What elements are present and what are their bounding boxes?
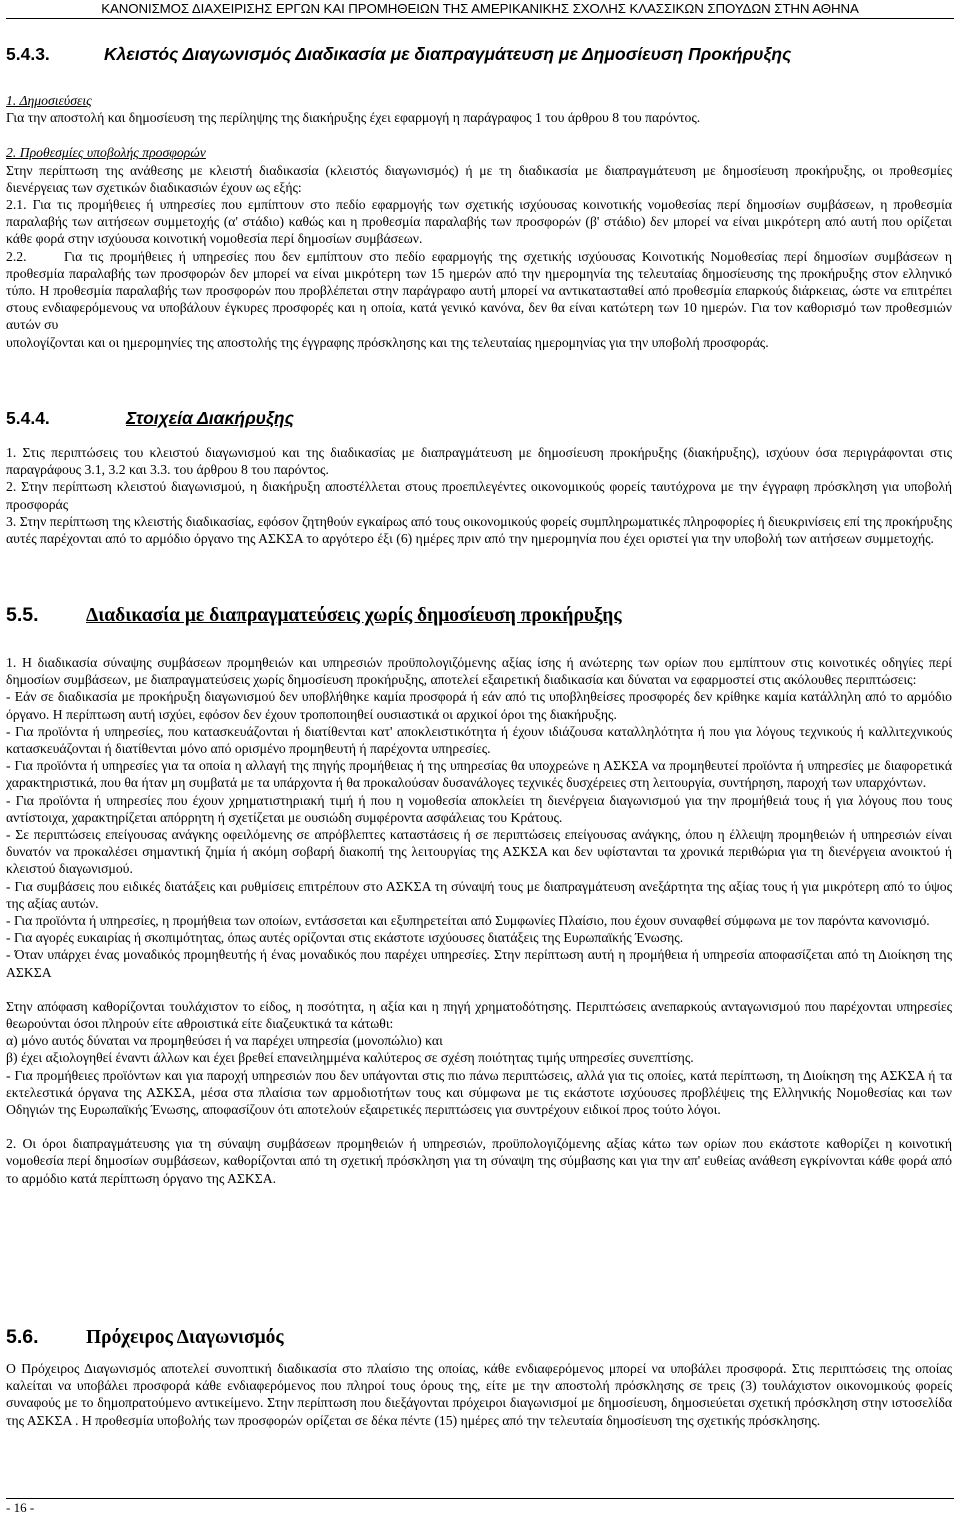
section-number: 5.4.3. [6,44,50,64]
paragraph: - Για προϊόντα ή υπηρεσίες που έχουν χρηματιστηριακή τιμή ή που η νομοθεσία αποκλείει τη διενέργεια διαγωνισμού για την προμήθειά τους ή για λόγους που τους αντίστοιχα, χαρακτηρίζεται απόρρητη ή σχετίζεται με ουσιώδη συμφέροντα ασφάλειας του Κράτους. [6,792,952,825]
section-5-4-4-body [6,444,952,547]
section-5-4-3-body [6,92,952,351]
section-title: Στοιχεία Διακήρυξης [126,408,294,428]
section-5-4-4-heading [6,408,294,429]
paragraph: - Εάν σε διαδικασία με προκήρυξη διαγωνισμού δεν υποβλήθηκε καμία προσφορά ή εάν από τις υποβληθείσες προσφορές δεν κρίθηκε καμία κατάλληλη από το αρμόδιο όργανο. Η περίπτωση αυτή ισχύει, εφόσον δεν έχουν τροποποιηθεί ουσιαστικά οι αρχικοί όροι της διακήρυξης. [6,689,952,722]
paragraph: - Για προϊόντα ή υπηρεσίες, η προμήθεια των οποίων, εντάσσεται και εξυπηρετείται από Συμφωνίες Πλαίσιο, που έχουν συναφθεί σύμφωνα με τον παρόντα κανονισμό. [6,913,930,929]
paragraph: Ο Πρόχειρος Διαγωνισμός αποτελεί συνοπτική διαδικασία στο πλαίσιο της οποίας, κάθε ενδιαφερόμενος μπορεί να υποβάλει προσφορά. Στις περιπτώσεις της οποίας καλείται να υποβάλει προσφορά κάθε ενδιαφερόμενος που πληροί τους όρους της, είτε με την αποστολή πρόσκλησης σε τρεις (3) τουλάχιστον οικονομικούς φορείς συναφούς με το δημοπρατούμενο αντικείμενο. Στην περίπτωση που διεξάγονται πρόχειροι διαγωνισμοί με δημοσίευση, δημοσιεύεται σχετική πρόσκληση στην ιστοσελίδα της ΑΣΚΣΑ . Η προθεσμία υποβολής των προσφορών ορίζεται σε δέκα πέντε (15) ημέρες από την τελευταία δημοσίευση της σχετικής πρόσκλησης. [6,1361,952,1428]
section-number: 5.6. [6,1326,39,1348]
section-5-6-body [6,1360,952,1429]
paragraph: υπολογίζονται και οι ημερομηνίες της αποστολής της έγγραφης πρόσκλησης και της τελευταίας ημερομηνίας για την υποβολή προσφοράς. [6,334,769,350]
paragraph: β) έχει αξιολογηθεί έναντι άλλων και έχει βρεθεί επανειλημμένα καλύτερος σε σχέση ποιότητας τιμής υπηρεσίες συνεπτίσης. [6,1050,694,1066]
section-number: 5.4.4. [6,408,50,428]
paragraph: 3. Στην περίπτωση της κλειστής διαδικασίας, εφόσον ζητηθούν εγκαίρως από τους οικονομικούς φορείς συμπληρωματικές πληροφορίες ή διευκρινίσεις επί της προκήρυξης αυτές παρέχονται από το αρμόδιο όργανο της ΑΣΚΣΑ το αργότερο έξι (6) ημέρες πριν από την ημερομηνία που έχει οριστεί για την υποβολή των αιτήσεων συμμετοχής. [6,513,952,547]
paragraph: α) μόνο αυτός δύναται να προμηθεύσει ή να παρέχει υπηρεσία (μονοπώλιο) και [6,1033,443,1049]
paragraph: Στην περίπτωση της ανάθεσης με κλειστή διαδικασία (κλειστός διαγωνισμός) ή με τη διαδικασία με διαπραγμάτευση με δημοσίευση προκήρυξης, οι προθεσμίες διενέργειας των σχετικών διαδικασιών έχουν ως εξής: [6,162,952,195]
section-title: Πρόχειρος Διαγωνισμός [86,1327,284,1348]
paragraph-label: 2.2. [6,248,27,264]
section-title: Κλειστός Διαγωνισμός Διαδικασία με διαπραγμάτευση με Δημοσίευση Προκήρυξης [104,44,792,64]
paragraph [6,248,952,334]
paragraph: 1. Στις περιπτώσεις του κλειστού διαγωνισμού και της διαδικασίας με διαπραγμάτευση με δημοσίευση προκήρυξης (διακήρυξης), ισχύουν όσα περιγράφονται στις παραγράφους 3.1, 3.2 και 3.3. του άρθρου 8 του παρόντος. [6,445,952,478]
paragraph: - Για προϊόντα ή υπηρεσίες, που κατασκευάζονται ή διατίθενται κατ' αποκλειστικότητα ή έχουν ιδιάζουσα καταλληλότητα ή που για λόγους τεχνικούς ή καλλιτεχνικούς κατασκευάζονται ή διατίθενται μόνο από ορισμένο προμηθευτή ή παρέχοντα υπηρεσίες. [6,723,952,757]
section-number: 5.5. [6,604,39,626]
paragraph: - Για αγορές ευκαιρίας ή σκοπιμότητας, όπως αυτές ορίζονται στις εκάστοτε ισχύουσες διατάξεις της Ευρωπαϊκής Ένωσης. [6,930,684,946]
page-number: - 16 - [6,1500,35,1515]
section-5-5-body [6,654,952,1187]
paragraph: - Για προϊόντα ή υπηρεσίες για τα οποία η αλλαγή της πηγής προμήθειας ή της υπηρεσίας θα υποχρεώνε η ΑΣΚΣΑ να προμηθευτεί προϊόντα ή υπηρεσίες με διαφορετικά χαρακτηριστικά, που θα ήταν μη συμβατά με τα υπάρχοντα ή θα προκαλούσαν δυσανάλογες τεχνικές δυσχέρειες στη λειτουργία, συντήρηση, παροχή των υπαρχόντων. [6,758,952,791]
paragraph-list [6,654,952,981]
paragraph: - Για συμβάσεις που ειδικές διατάξεις και ρυθμίσεις επιτρέπουν στο ΑΣΚΣΑ τη σύναψή τους με διαπραγμάτευση ανεξάρτητα της αξίας τους ή για μικρότερη από το ύψος της αξίας αυτών. [6,878,952,911]
section-5-4-3-heading [6,44,791,65]
paragraph: 2. Οι όροι διαπραγμάτευσης για τη σύναψη συμβάσεων προμηθειών ή υπηρεσιών, προϋπολογιζόμενης αξίας κάτω των ορίων που εκάστοτε καθορίζει η κοινοτική νομοθεσία περί δημοσίων συμβάσεων, καθορίζονται από τη σχετική πρόσκληση για τη σύναψη της σύμβασης και για την απ' ευθείας ανάθεση εγκρίνονται κάθε φορά από το αρμόδιο κατά περίπτωση όργανο της ΑΣΚΣΑ. [6,1136,952,1186]
paragraph: Για την αποστολή και δημοσίευση της περίληψης της διακήρυξης έχει εφαρμογή η παράγραφος 1 του άρθρου 8 του παρόντος. [6,110,701,126]
subheading-deadlines: 2. Προθεσμίες υποβολής προσφορών [6,145,206,161]
paragraph: Στην απόφαση καθορίζονται τουλάχιστον το είδος, η ποσότητα, η αξία και η πηγή χρηματοδότησης. Περιπτώσεις ανεπαρκούς ανταγωνισμού που παρέχονται υπηρεσίες θεωρούνται όσοι πληρούν είτε αθροιστικά είτε διαζευκτικά τα κάτωθι: [6,998,952,1032]
running-header: ΚΑΝΟΝΙΣΜΟΣ ΔΙΑΧΕΙΡΙΣΗΣ ΕΡΓΩΝ ΚΑΙ ΠΡΟΜΗΘΕΙΩΝ ΤΗΣ ΑΜΕΡΙΚΑΝΙΚΗΣ ΣΧΟΛΗΣ ΚΛΑΣΣΙΚΩΝ ΣΠΟΥΔΩΝ ΣΤΗΝ ΑΘΗΝΑ [6,0,954,19]
paragraph-text: Για τις προμήθειες ή υπηρεσίες που δεν εμπίπτουν στο πεδίο εφαρμογής της σχετικής ισχύουσας Κοινοτικής Νομοθεσίας περί δημοσίων συμβάσεων η προθεσμία παραλαβής των προσφορών δεν μπορεί να είναι μικρότερη των 15 ημερών από την ημερομηνία της τελευταίας δημοσίευσης της προκήρυξης στον ελληνικό τύπο. Η προθεσμία παραλαβής των προσφορών που προβλέπεται στην παράγραφο αυτή μπορεί να αντικατασταθεί από προθεσμία επαρκούς διάρκειας, ώστε να επιτρέπει στους ενδιαφερόμενους να υποβάλουν έγκυρες προσφορές και η οποία, κατά γενικό κανόνα, δεν θα είναι κατώτερη των 10 ημερών. Για τον καθορισμό των προθεσμιών αυτών συ [6,248,952,333]
subheading-publications: 1. Δημοσιεύσεις [6,93,92,108]
page-footer [6,1498,954,1517]
section-5-6-heading [6,1326,284,1349]
paragraph: - Σε περιπτώσεις επείγουσας ανάγκης οφειλόμενης σε απρόβλεπτες καταστάσεις ή σε περιπτώσεις επείγουσας ανάγκης, όπου η έλλειψη προμηθειών ή υπηρεσιών είναι δυνατόν να προκαλέσει σημαντική ζημία ή ακόμη σοβαρή διακοπή της λειτουργίας της ΑΣΚΣΑ και δεν υφίστανται τα χρονικά περιθώρια για τη διενέργεια ανοικτού ή κλειστού διαγωνισμού. [6,827,952,877]
paragraph: - Όταν υπάρχει ένας μοναδικός προμηθευτής ή ένας μοναδικός που παρέχει υπηρεσίες. Στην περίπτωση αυτή η προμήθεια ή υπηρεσία αποφασίζεται από τη Διοίκηση της ΑΣΚΣΑ [6,947,952,980]
paragraph: 2.1. Για τις προμήθειες ή υπηρεσίες που εμπίπτουν στο πεδίο εφαρμογής των σχετικής ισχύουσας κοινοτικής νομοθεσίας περί δημοσίων συμβάσεων, η προθεσμία παραλαβής των αιτήσεων συμμετοχής (α' στάδιο) καθώς και η προθεσμία παραλαβής των προσφορών (β' στάδιο) δεν μπορεί να είναι μικρότερη από αυτή που ορίζεται κάθε φορά στην ισχύουσα κοινοτική νομοθεσία περί δημοσίων συμβάσεων. [6,197,952,247]
paragraph: 2. Στην περίπτωση κλειστού διαγωνισμού, η διακήρυξη αποστέλλεται στους προεπιλεγέντες οικονομικούς φορείς ταυτόχρονα με την έγγραφη πρόσκληση για υποβολή προσφοράς [6,479,952,512]
paragraph: - Για προμήθειες προϊόντων και για παροχή υπηρεσιών που δεν υπάγονται στις πιο πάνω περιπτώσεις, αλλά για τις οποίες, κατά περίπτωση, τη Διοίκηση της ΑΣΚΣΑ ή τα εκτελεστικά όργανα της ΑΣΚΣΑ, μέσα στα πλαίσια των αρμοδιοτήτων τους και σύμφωνα με τις εκάστοτε ισχύουσες προβλέψεις της Ελληνικής Νομοθεσίας και των Οδηγιών της Ευρωπαϊκής Ένωσης, αποφασίζουν ότι αποτελούν εξαιρετικές περιπτώσεις για συντρέχουν ειδικοί προς τούτο λόγοι. [6,1067,952,1118]
paragraph-list [6,998,952,1118]
paragraph-list [6,1135,952,1187]
paragraph: 1. Η διαδικασία σύναψης συμβάσεων προμηθειών και υπηρεσιών προϋπολογιζόμενης αξίας ίσης ή ανώτερης των ορίων που εμπίπτουν στις κοινοτικές οδηγίες περί δημοσίων συμβάσεων, με διαπραγματεύσεις χωρίς δημοσίευση προκήρυξης, αποτελεί εξαιρετική διαδικασία και δύναται να εφαρμοστεί στις ακόλουθες περιπτώσεις: [6,655,952,688]
section-title: Διαδικασία με διαπραγματεύσεις χωρίς δημοσίευση προκήρυξης [86,605,622,626]
section-5-5-heading [6,604,622,627]
